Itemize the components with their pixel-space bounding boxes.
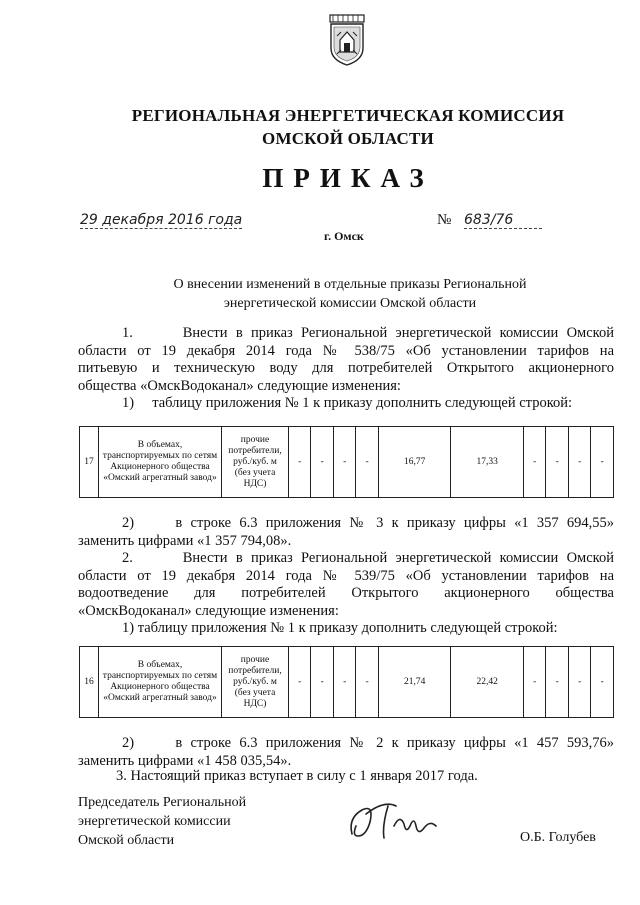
table-cell: 17,33: [451, 427, 524, 498]
table-cell: -: [333, 427, 355, 498]
section1-item1: 1) таблицу приложения № 1 к приказу дополнить следующей строкой:: [122, 395, 573, 411]
table-row: [80, 427, 614, 498]
signatory-title-line3: Омской области: [78, 833, 175, 848]
section1-line3: питьевую и техническую воду для потребителей Открытого акционерного: [78, 360, 614, 376]
section2-text: [78, 550, 614, 638]
section1-item2-line2: заменить цифрами «1 357 794,08».: [78, 532, 292, 549]
row-description: В объемах, транспортируемых по сетям Акционерного общества «Омский агрегатный завод»: [99, 427, 222, 498]
table-cell: 21,74: [378, 647, 451, 718]
table-cell: -: [356, 647, 378, 718]
table-cell: -: [356, 427, 378, 498]
table-cell: -: [311, 427, 333, 498]
subject-line1: О внесении изменений в отдельные приказы Региональной: [173, 277, 527, 292]
table-row: [80, 647, 614, 718]
table-cell: -: [289, 647, 311, 718]
coat-of-arms-icon: [329, 14, 365, 66]
table-cell: -: [289, 427, 311, 498]
row-number: 17: [80, 427, 99, 498]
section3-text: 3. Настоящий приказ вступает в силу с 1 января 2017 года.: [116, 768, 478, 784]
section2-line3: водоотведение для потребителей Открытого акционерного общества: [78, 585, 614, 601]
table-cell: -: [591, 427, 614, 498]
table-cell: -: [591, 647, 614, 718]
section1-line1: 1. Внести в приказ Региональной энергетической комиссии Омской: [122, 325, 614, 341]
section2-line2: области от 19 декабря 2014 года № 539/75 «Об установлении тарифов на: [78, 567, 614, 584]
section2-item1: 1) таблицу приложения № 1 к приказу дополнить следующей строкой:: [122, 620, 558, 636]
city: г. Омск: [324, 229, 364, 243]
section2-line4: «ОмскВодоканал» следующие изменения:: [78, 602, 339, 619]
document-title: ПРИКАЗ: [262, 163, 434, 193]
row-description: В объемах, транспортируемых по сетям Акционерного общества «Омский агрегатный завод»: [99, 647, 222, 718]
table-cell: 22,42: [451, 647, 524, 718]
row-consumers: прочие потребители, руб./куб. м (без учета НДС): [222, 647, 289, 718]
tariff-table-2: [79, 646, 614, 718]
table-cell: -: [524, 427, 546, 498]
table-cell: -: [568, 647, 590, 718]
section2-item2-line1: 2) в строке 6.3 приложения № 2 к приказу цифры «1 457 593,76»: [122, 735, 614, 751]
row-number: 16: [80, 647, 99, 718]
table-cell: -: [333, 647, 355, 718]
number-label: №: [437, 212, 452, 228]
signatory-title-line1: Председатель Региональной: [78, 795, 247, 810]
table-cell: 16,77: [378, 427, 451, 498]
section2-item2: [78, 735, 614, 770]
table-cell: -: [311, 647, 333, 718]
table-cell: -: [524, 647, 546, 718]
order-number: 683/76: [464, 212, 542, 229]
table-cell: -: [546, 427, 568, 498]
order-date: 29 декабря 2016 года: [80, 212, 243, 228]
signatory-title: [78, 793, 246, 850]
tariff-table-1: [79, 426, 614, 498]
signatory-name: О.Б. Голубев: [520, 830, 596, 845]
table-cell: -: [546, 647, 568, 718]
row-consumers: прочие потребители, руб./куб. м (без учета НДС): [222, 427, 289, 498]
signatory-title-line2: энергетической комиссии: [78, 814, 231, 829]
section1-text: [78, 325, 614, 413]
section1-item2-line1: 2) в строке 6.3 приложения № 3 к приказу цифры «1 357 694,55»: [122, 515, 614, 531]
section2-item2-line2: заменить цифрами «1 458 035,54».: [78, 752, 292, 769]
section1-line4: общества «ОмскВодоканал» следующие изменения:: [78, 377, 401, 394]
handwritten-signature: [344, 796, 444, 846]
section1-item2: [78, 515, 614, 550]
table-cell: -: [568, 427, 590, 498]
section2-line1: 2. Внести в приказ Региональной энергетической комиссии Омской: [122, 550, 614, 566]
section1-line2: области от 19 декабря 2014 года № 538/75 «Об установлении тарифов на: [78, 342, 614, 359]
subject-line2: энергетической комиссии Омской области: [223, 296, 477, 311]
org-name-line2: ОМСКОЙ ОБЛАСТИ: [262, 129, 434, 148]
org-name-line1: РЕГИОНАЛЬНАЯ ЭНЕРГЕТИЧЕСКАЯ КОМИССИЯ: [131, 106, 565, 125]
